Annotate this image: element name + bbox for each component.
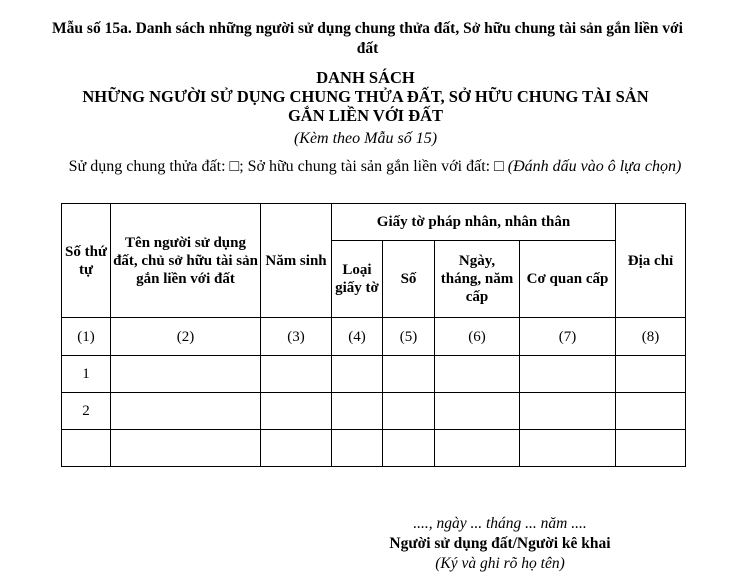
usage-type-line	[55, 156, 695, 177]
column-number: (7)	[520, 318, 616, 356]
table-cell	[111, 356, 261, 393]
table-cell	[332, 356, 383, 393]
column-number: (3)	[261, 318, 332, 356]
heading-line-1: DANH SÁCH	[316, 68, 415, 87]
signature-date: ...., ngày ... tháng ... năm ....	[413, 515, 587, 532]
signature-block	[340, 514, 660, 574]
header-birth-year: Năm sinh	[261, 204, 332, 318]
table-row	[62, 430, 686, 467]
table-cell	[332, 393, 383, 430]
table-cell	[332, 430, 383, 467]
heading-line-2: NHỮNG NGƯỜI SỬ DỤNG CHUNG THỬA ĐẤT, SỞ HỮU CHUNG TÀI SẢN	[82, 87, 649, 106]
signer-title: Người sử dụng đất/Người kê khai	[389, 535, 611, 552]
column-number: (6)	[435, 318, 520, 356]
form-title: Mẫu số 15a. Danh sách những người sử dụng chung thửa đất, Sở hữu chung tài sản gắn liền với đất	[52, 20, 683, 57]
table-cell	[111, 430, 261, 467]
heading-line-3: GẮN LIỀN VỚI ĐẤT	[287, 106, 444, 125]
header-address: Địa chỉ	[616, 204, 686, 318]
table-cell	[435, 356, 520, 393]
table-cell	[520, 393, 616, 430]
usage-instruction: (Đánh dấu vào ô lựa chọn)	[507, 158, 682, 175]
row-stt	[62, 430, 111, 467]
table-cell	[520, 430, 616, 467]
table-cell	[383, 393, 435, 430]
column-number: (2)	[111, 318, 261, 356]
owners-table	[61, 203, 686, 467]
table-row	[62, 356, 686, 393]
table-cell	[616, 356, 686, 393]
column-number: (1)	[62, 318, 111, 356]
table-cell	[383, 430, 435, 467]
header-documents-group: Giấy tờ pháp nhân, nhân thân	[332, 204, 616, 241]
column-number: (5)	[383, 318, 435, 356]
header-doc-date: Ngày, tháng, năm cấp	[435, 241, 520, 318]
table-cell	[383, 356, 435, 393]
header-name: Tên người sử dụng đất, chủ sở hữu tài sản gắn liền với đất	[111, 204, 261, 318]
usage-checkbox-text: Sử dụng chung thửa đất: □; Sở hữu chung tài sản gắn liền với đất: □	[68, 158, 508, 175]
header-doc-type: Loại giấy tờ	[332, 241, 383, 318]
signature-note: (Ký và ghi rõ họ tên)	[435, 555, 565, 572]
row-stt: 2	[62, 393, 111, 430]
table-cell	[435, 393, 520, 430]
table-cell	[616, 393, 686, 430]
table-cell	[261, 356, 332, 393]
table-cell	[435, 430, 520, 467]
column-number: (4)	[332, 318, 383, 356]
table-cell	[261, 430, 332, 467]
row-stt: 1	[62, 356, 111, 393]
table-row	[62, 393, 686, 430]
attachment-note: (Kèm theo Mẫu số 15)	[293, 130, 438, 147]
column-number-row	[62, 318, 686, 356]
table-cell	[111, 393, 261, 430]
column-number: (8)	[616, 318, 686, 356]
table-cell	[520, 356, 616, 393]
table-cell	[616, 430, 686, 467]
header-doc-number: Số	[383, 241, 435, 318]
table-cell	[261, 393, 332, 430]
header-issuer: Cơ quan cấp	[520, 241, 616, 318]
document-heading	[0, 68, 731, 125]
header-stt: Số thứ tự	[62, 204, 111, 318]
